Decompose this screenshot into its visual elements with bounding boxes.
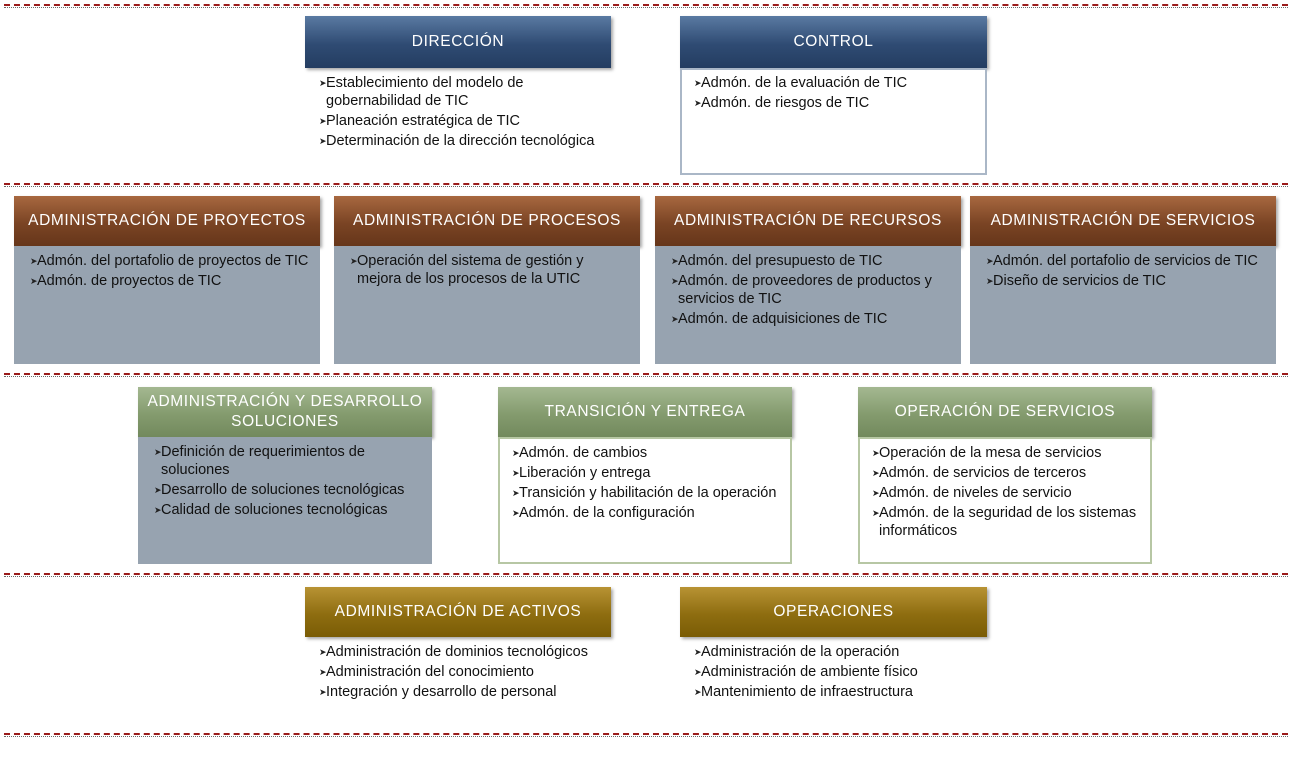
list-item — [150, 501, 424, 519]
list-item — [690, 683, 977, 701]
arrow-bullet-icon: ➤ — [512, 448, 520, 458]
arrow-bullet-icon: ➤ — [154, 505, 162, 515]
box-operaciones — [680, 587, 987, 725]
list-item-text: Determinación de la dirección tecnológica — [326, 133, 595, 149]
arrow-bullet-icon: ➤ — [872, 488, 880, 498]
box-header — [305, 16, 611, 68]
box-body — [858, 437, 1152, 564]
list-item-text: Operación del sistema de gestión y mejora de los procesos de la UTIC — [357, 253, 584, 287]
box-title: TRANSICIÓN Y ENTREGA — [544, 403, 746, 420]
list-item — [315, 643, 601, 661]
item-list — [315, 643, 601, 701]
box-header — [334, 196, 640, 246]
row-separator — [4, 183, 1288, 185]
box-body — [138, 437, 432, 564]
box-transicion — [498, 387, 792, 564]
box-activos — [305, 587, 611, 725]
list-item-text: Admón. del portafolio de servicios de TIC — [993, 253, 1258, 269]
list-item-text: Definición de requerimientos de soluciones — [161, 444, 365, 478]
list-item — [868, 444, 1142, 462]
list-item-text: Desarrollo de soluciones tecnológicas — [161, 482, 405, 498]
item-list — [868, 444, 1142, 540]
box-body — [680, 68, 987, 175]
box-title: ADMINISTRACIÓN Y DESARROLLO SOLUCIONES — [147, 393, 423, 430]
box-desarrollo — [138, 387, 432, 564]
arrow-bullet-icon: ➤ — [319, 687, 327, 697]
box-body — [498, 437, 792, 564]
box-title: ADMINISTRACIÓN DE ACTIVOS — [334, 603, 582, 620]
box-header — [138, 387, 432, 437]
arrow-bullet-icon: ➤ — [694, 687, 702, 697]
box-body — [305, 643, 611, 725]
item-list — [150, 443, 424, 519]
row-separator — [4, 373, 1288, 375]
list-item — [667, 272, 953, 308]
box-header — [680, 587, 987, 637]
list-item-text: Admón. de la evaluación de TIC — [701, 75, 908, 91]
item-list — [690, 74, 977, 112]
item-list — [690, 643, 977, 701]
list-item — [667, 252, 953, 270]
arrow-bullet-icon: ➤ — [512, 468, 520, 478]
box-header — [680, 16, 987, 68]
arrow-bullet-icon: ➤ — [319, 667, 327, 677]
item-list — [508, 444, 782, 522]
list-item-text: Admón. de niveles de servicio — [879, 485, 1072, 501]
arrow-bullet-icon: ➤ — [694, 667, 702, 677]
arrow-bullet-icon: ➤ — [694, 647, 702, 657]
arrow-bullet-icon: ➤ — [319, 136, 327, 146]
box-body — [14, 246, 320, 364]
box-servicios — [970, 196, 1276, 364]
box-header — [14, 196, 320, 246]
box-proyectos — [14, 196, 320, 364]
box-body — [680, 643, 987, 725]
arrow-bullet-icon: ➤ — [512, 508, 520, 518]
list-item — [690, 643, 977, 661]
arrow-bullet-icon: ➤ — [319, 78, 327, 88]
list-item-text: Admón. de proyectos de TIC — [37, 273, 222, 289]
list-item — [868, 464, 1142, 482]
row-separator — [4, 573, 1288, 575]
list-item-text: Admón. de la configuración — [519, 505, 695, 521]
list-item-text: Admón. del portafolio de proyectos de TIC — [37, 253, 309, 269]
list-item — [315, 663, 601, 681]
list-item — [982, 272, 1266, 290]
arrow-bullet-icon: ➤ — [694, 98, 702, 108]
item-list — [982, 252, 1266, 290]
list-item — [315, 74, 601, 110]
box-header — [970, 196, 1276, 246]
list-item-text: Admón. de adquisiciones de TIC — [678, 311, 888, 327]
list-item — [315, 683, 601, 701]
list-item — [315, 112, 601, 130]
list-item-text: Mantenimiento de infraestructura — [701, 684, 913, 700]
arrow-bullet-icon: ➤ — [986, 276, 994, 286]
list-item — [26, 272, 310, 290]
list-item-text: Admón. de la seguridad de los sistemas informáticos — [879, 505, 1137, 539]
list-item-text: Establecimiento del modelo de gobernabilidad de TIC — [326, 75, 524, 109]
item-list — [346, 252, 630, 288]
box-direccion — [305, 16, 611, 168]
list-item-text: Admón. de riesgos de TIC — [701, 95, 870, 111]
box-header — [305, 587, 611, 637]
arrow-bullet-icon: ➤ — [671, 276, 679, 286]
arrow-bullet-icon: ➤ — [872, 508, 880, 518]
box-title: OPERACIÓN DE SERVICIOS — [894, 403, 1116, 420]
box-body — [970, 246, 1276, 364]
list-item — [982, 252, 1266, 270]
list-item — [508, 504, 782, 522]
list-item — [868, 504, 1142, 540]
list-item — [690, 663, 977, 681]
arrow-bullet-icon: ➤ — [671, 256, 679, 266]
list-item-text: Integración y desarrollo de personal — [326, 684, 557, 700]
list-item — [667, 310, 953, 328]
arrow-bullet-icon: ➤ — [512, 488, 520, 498]
box-header — [655, 196, 961, 246]
row-separator — [4, 4, 1288, 6]
list-item-text: Planeación estratégica de TIC — [326, 113, 520, 129]
list-item — [26, 252, 310, 270]
box-title: OPERACIONES — [773, 603, 894, 620]
list-item-text: Administración de dominios tecnológicos — [326, 644, 588, 660]
item-list — [26, 252, 310, 290]
list-item-text: Transición y habilitación de la operación — [519, 485, 777, 501]
arrow-bullet-icon: ➤ — [30, 276, 38, 286]
item-list — [315, 74, 601, 150]
box-title: ADMINISTRACIÓN DE RECURSOS — [674, 212, 942, 229]
list-item-text: Diseño de servicios de TIC — [993, 273, 1167, 289]
box-body — [655, 246, 961, 364]
arrow-bullet-icon: ➤ — [30, 256, 38, 266]
arrow-bullet-icon: ➤ — [154, 447, 162, 457]
list-item-text: Admón. de servicios de terceros — [879, 465, 1087, 481]
arrow-bullet-icon: ➤ — [986, 256, 994, 266]
box-title: ADMINISTRACIÓN DE PROCESOS — [353, 212, 621, 229]
list-item — [150, 481, 424, 499]
list-item — [508, 444, 782, 462]
arrow-bullet-icon: ➤ — [872, 448, 880, 458]
box-body — [305, 72, 611, 168]
box-control — [680, 16, 987, 175]
row-separator — [4, 733, 1288, 735]
box-title: DIRECCIÓN — [411, 33, 505, 50]
list-item-text: Administración de la operación — [701, 644, 900, 660]
list-item-text: Liberación y entrega — [519, 465, 651, 481]
arrow-bullet-icon: ➤ — [154, 485, 162, 495]
arrow-bullet-icon: ➤ — [319, 116, 327, 126]
arrow-bullet-icon: ➤ — [350, 256, 358, 266]
list-item — [690, 94, 977, 112]
list-item-text: Calidad de soluciones tecnológicas — [161, 502, 388, 518]
box-title: CONTROL — [793, 33, 874, 50]
list-item-text: Admón. del presupuesto de TIC — [678, 253, 883, 269]
box-procesos — [334, 196, 640, 364]
list-item-text: Administración de ambiente físico — [701, 664, 918, 680]
list-item — [346, 252, 630, 288]
list-item-text: Operación de la mesa de servicios — [879, 445, 1102, 461]
list-item — [150, 443, 424, 479]
box-body — [334, 246, 640, 364]
list-item — [868, 484, 1142, 502]
box-recursos — [655, 196, 961, 364]
arrow-bullet-icon: ➤ — [671, 314, 679, 324]
arrow-bullet-icon: ➤ — [319, 647, 327, 657]
list-item — [508, 484, 782, 502]
list-item — [315, 132, 601, 150]
list-item-text: Admón. de proveedores de productos y servicios de TIC — [678, 273, 932, 307]
box-header — [498, 387, 792, 437]
box-operacion-servicios — [858, 387, 1152, 564]
list-item-text: Admón. de cambios — [519, 445, 648, 461]
item-list — [667, 252, 953, 328]
box-title: ADMINISTRACIÓN DE SERVICIOS — [990, 212, 1256, 229]
box-header — [858, 387, 1152, 437]
box-title: ADMINISTRACIÓN DE PROYECTOS — [28, 212, 306, 229]
arrow-bullet-icon: ➤ — [872, 468, 880, 478]
list-item — [508, 464, 782, 482]
list-item-text: Administración del conocimiento — [326, 664, 534, 680]
list-item — [690, 74, 977, 92]
arrow-bullet-icon: ➤ — [694, 78, 702, 88]
